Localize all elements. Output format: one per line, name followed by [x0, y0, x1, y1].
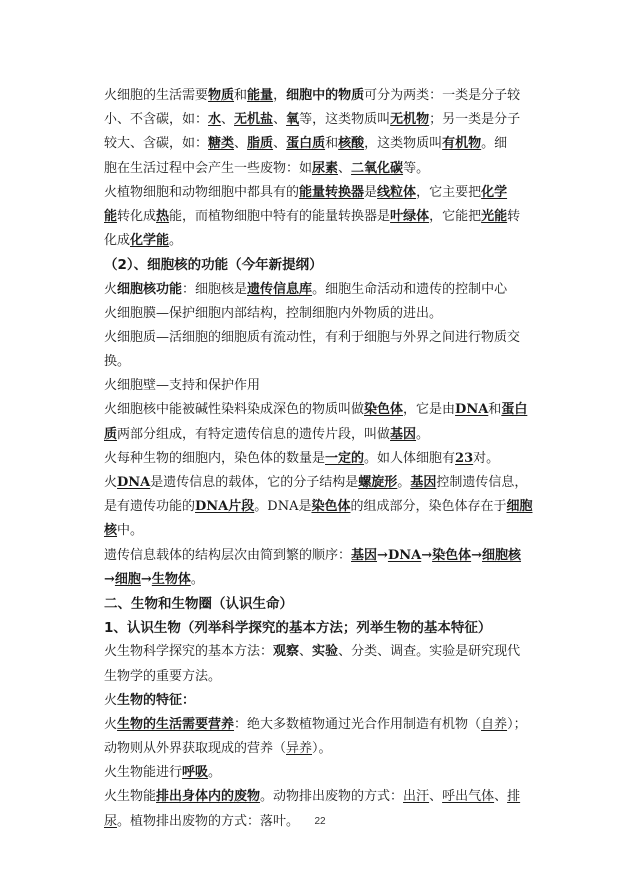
- text-line: [104, 568, 536, 592]
- text-run: 、: [273, 112, 287, 128]
- text-run: 。细胞生命活动和遗传的控制中心: [312, 281, 508, 297]
- text-run: 中。: [117, 523, 144, 539]
- text-run: 排: [507, 789, 521, 805]
- emphasized-term: 叶绿体: [390, 208, 430, 224]
- text-run: 。动物排出废物的方式：: [260, 789, 404, 805]
- text-run: 。: [397, 475, 411, 490]
- emphasized-term: 细胞核功能: [117, 281, 183, 297]
- text-run: 。植物排出废物的方式：落叶。: [117, 813, 300, 829]
- text-run: 二、生物和生物圈（认识生命）: [104, 595, 293, 612]
- text-run: 1、认识生物（列举科学探究的基本方法；列举生物的基本特征）: [104, 620, 492, 637]
- text-run: 。: [208, 765, 222, 781]
- emphasized-term: →: [471, 547, 483, 563]
- text-run: 。: [169, 233, 183, 249]
- emphasized-term: 染色体: [311, 499, 351, 515]
- document-body: [104, 84, 536, 834]
- text-line: [104, 108, 536, 132]
- text-run: 火: [104, 692, 118, 708]
- emphasized-term: 细胞: [506, 499, 533, 515]
- emphasized-term: 氧: [286, 112, 300, 128]
- emphasized-term: 生物体: [151, 571, 191, 587]
- text-line: [104, 713, 536, 737]
- emphasized-term: 细胞中的物质: [286, 88, 365, 103]
- text-run: 对。: [473, 450, 500, 466]
- text-run: 、: [299, 644, 313, 660]
- text-run: 。: [416, 426, 430, 442]
- text-run: 火生物能: [104, 789, 157, 805]
- emphasized-term: 染色体: [432, 547, 472, 563]
- text-run: 异养: [286, 741, 313, 757]
- text-run: 、: [221, 112, 235, 128]
- text-run: 呼出气体: [442, 789, 495, 805]
- emphasized-term: 实验: [312, 644, 339, 660]
- text-run: 能，而植物细胞中特有的能量转换器是: [169, 208, 391, 224]
- text-run: 尿: [104, 813, 118, 829]
- text-run: 火植物细胞和动物细胞中都具有的: [104, 184, 300, 200]
- text-line: [104, 84, 536, 108]
- text-line: [104, 689, 536, 713]
- emphasized-term: DNA: [455, 402, 489, 418]
- emphasized-term: 螺旋形: [358, 475, 398, 490]
- text-run: 化成: [104, 233, 131, 249]
- text-line: [104, 761, 536, 785]
- text-run: 是有遗传功能的: [104, 499, 196, 515]
- text-run: 、: [494, 789, 508, 805]
- text-run: 、: [234, 136, 248, 152]
- section-heading: [104, 253, 536, 277]
- emphasized-term: 蛋白质: [286, 136, 326, 152]
- text-run: 、: [273, 136, 287, 152]
- text-run: 火生物科学探究的基本方法：: [104, 644, 274, 660]
- emphasized-term: 尿素: [312, 160, 339, 176]
- text-run: 火细胞壁—支持和保护作用: [104, 378, 261, 394]
- text-line: [104, 278, 536, 302]
- text-line: [104, 302, 536, 326]
- text-run: 火每种生物的细胞内，染色体的数量是: [104, 450, 326, 466]
- section-heading: [104, 616, 536, 640]
- page-number: 22: [314, 816, 326, 827]
- emphasized-term: 基因: [351, 547, 378, 563]
- text-run: 火: [104, 475, 118, 490]
- text-line: [104, 229, 536, 253]
- emphasized-term: 物质: [208, 88, 235, 103]
- text-run: ，这类物质叫: [364, 136, 443, 152]
- text-run: 较大、含碳，如：: [104, 136, 209, 152]
- emphasized-term: 化学: [481, 184, 508, 200]
- emphasized-term: →: [140, 571, 152, 587]
- text-line: [104, 374, 536, 398]
- text-line: [104, 495, 536, 519]
- text-run: 自养: [481, 716, 508, 732]
- text-run: 火: [104, 716, 118, 732]
- text-line: [104, 640, 536, 664]
- text-run: 转: [507, 208, 521, 224]
- text-line: [104, 326, 536, 350]
- text-line: [104, 447, 536, 471]
- emphasized-term: 呼吸: [182, 765, 209, 781]
- emphasized-term: 线粒体: [377, 184, 417, 200]
- emphasized-term: 23: [455, 450, 474, 466]
- emphasized-term: 基因: [390, 426, 417, 442]
- emphasized-term: 排出身体内的废物: [156, 789, 261, 805]
- emphasized-term: 能: [104, 208, 118, 224]
- text-run: 和: [488, 402, 502, 418]
- emphasized-term: 质: [104, 426, 118, 442]
- emphasized-term: 生物的特征：: [117, 692, 196, 708]
- emphasized-term: →: [104, 571, 115, 587]
- text-line: [104, 205, 536, 229]
- emphasized-term: 光能: [481, 208, 508, 224]
- text-line: [104, 544, 536, 568]
- section-heading: [104, 592, 536, 616]
- text-run: 可分为两类：一类是分子较: [364, 88, 521, 103]
- emphasized-term: DNA: [117, 475, 151, 490]
- text-line: [104, 132, 536, 156]
- text-line: [104, 665, 536, 689]
- text-run: 生物学的重要方法。: [104, 668, 222, 684]
- emphasized-term: 核: [104, 523, 118, 539]
- text-run: 换。: [104, 354, 131, 370]
- text-run: 。: [190, 571, 204, 587]
- text-line: [104, 350, 536, 374]
- text-run: 转化成: [117, 208, 157, 224]
- emphasized-term: →: [421, 547, 433, 563]
- text-run: 的组成部分，染色体存在于: [350, 499, 507, 515]
- text-run: ，它能把: [429, 208, 482, 224]
- text-run: 。如人体细胞有: [364, 450, 456, 466]
- text-run: 胞在生活过程中会产生一些废物：如: [104, 160, 313, 176]
- text-run: 火细胞核中能被碱性染料染成深色的物质叫做: [104, 402, 365, 418]
- text-run: 两部分组成，有特定遗传信息的遗传片段，叫做: [117, 426, 391, 442]
- emphasized-term: 遗传信息库: [247, 281, 313, 297]
- text-line: [104, 181, 536, 205]
- text-run: ）；: [507, 716, 527, 732]
- text-run: 是: [364, 184, 378, 200]
- emphasized-term: 能量转换器: [299, 184, 365, 200]
- text-run: ：细胞核是: [182, 281, 248, 297]
- emphasized-term: 有机物: [442, 136, 482, 152]
- emphasized-term: DNA片段: [195, 499, 255, 515]
- text-run: 和: [325, 136, 339, 152]
- text-run: 小、不含碳，如：: [104, 112, 209, 128]
- emphasized-term: 生物的生活需要营养: [117, 716, 235, 732]
- text-run: 火生物能进行: [104, 765, 183, 781]
- emphasized-term: 基因: [410, 475, 437, 490]
- text-run: 、分类、调查。实验是研究现代: [338, 644, 521, 660]
- text-run: （2）、细胞核的功能（今年新提纲）: [104, 257, 323, 274]
- text-run: 等。: [403, 160, 430, 176]
- text-run: 火细胞质—活细胞的细胞质有流动性，有利于细胞与外界之间进行物质交: [104, 329, 521, 345]
- emphasized-term: 无机盐: [234, 112, 274, 128]
- text-run: 火: [104, 281, 118, 297]
- emphasized-term: 糖类: [208, 136, 235, 152]
- text-run: ，: [273, 88, 287, 103]
- text-run: 、: [338, 160, 352, 176]
- emphasized-term: 热: [156, 208, 170, 224]
- text-line: [104, 471, 536, 495]
- emphasized-term: 蛋白: [501, 402, 528, 418]
- emphasized-term: 细胞核: [482, 547, 522, 563]
- emphasized-term: 细胞: [114, 571, 141, 587]
- text-run: 和: [234, 88, 248, 103]
- text-run: 动物则从外界获取现成的营养（: [104, 741, 287, 757]
- text-line: [104, 737, 536, 761]
- text-run: ；另一类是分子: [429, 112, 521, 128]
- text-run: 、: [429, 789, 443, 805]
- text-line: [104, 785, 536, 809]
- text-run: 出汗: [403, 789, 430, 805]
- emphasized-term: 无机物: [390, 112, 430, 128]
- emphasized-term: 二氧化碳: [351, 160, 404, 176]
- text-line: [104, 519, 536, 543]
- text-run: ，它是由: [403, 402, 456, 418]
- text-run: 火细胞膜—保护细胞内部结构，控制细胞内外物质的进出。: [104, 305, 443, 321]
- emphasized-term: 能量: [247, 88, 274, 103]
- text-run: 控制遗传信息，: [436, 475, 528, 490]
- text-run: 遗传信息载体的结构层次由简到繁的顺序：: [104, 547, 352, 563]
- emphasized-term: DNA: [387, 547, 422, 563]
- text-line: [104, 157, 536, 181]
- emphasized-term: 观察: [273, 644, 300, 660]
- text-run: ：绝大多数植物通过光合作用制造有机物（: [234, 716, 482, 732]
- text-run: ，它主要把: [416, 184, 482, 200]
- emphasized-term: 一定的: [325, 450, 365, 466]
- text-run: 火细胞的生活需要: [104, 88, 209, 103]
- emphasized-term: 核酸: [338, 136, 365, 152]
- emphasized-term: 化学能: [130, 233, 170, 249]
- text-run: ）。: [312, 741, 332, 757]
- emphasized-term: 水: [208, 112, 222, 128]
- text-run: 。DNA是: [254, 499, 312, 515]
- text-run: 等，这类物质叫: [299, 112, 391, 128]
- text-line: [104, 423, 536, 447]
- emphasized-term: 染色体: [364, 402, 404, 418]
- text-line: [104, 398, 536, 422]
- text-run: 是遗传信息的载体，它的分子结构是: [150, 475, 359, 490]
- emphasized-term: 脂质: [247, 136, 274, 152]
- text-run: 。细: [481, 136, 508, 152]
- emphasized-term: →: [377, 547, 388, 563]
